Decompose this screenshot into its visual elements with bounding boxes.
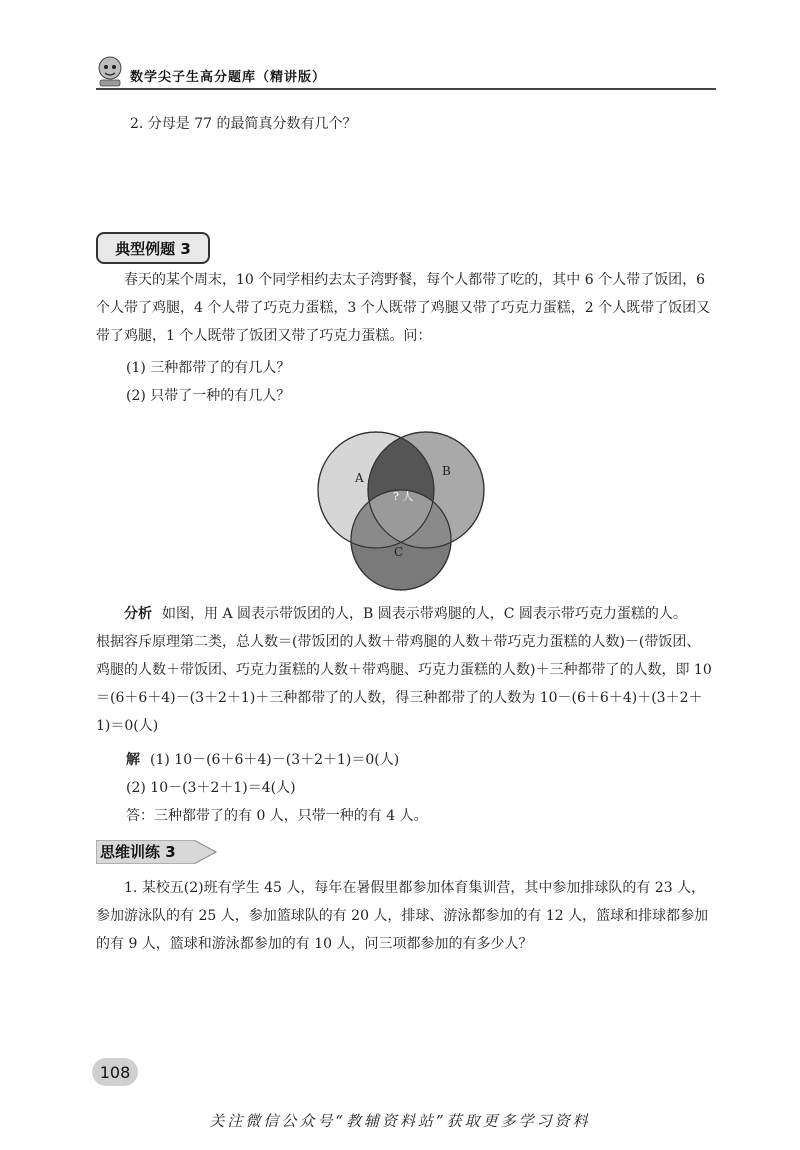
training-heading: 思维训练 3 xyxy=(100,843,176,861)
label-a: A xyxy=(355,471,364,485)
solution-line-2: (2) 10－(3＋2＋1)＝4(人) xyxy=(126,780,296,796)
mascot-icon xyxy=(92,52,128,88)
section-heading: 典型例题 3 xyxy=(96,232,210,264)
analysis-block xyxy=(96,600,712,740)
analysis-line-1: 如图，用 A 圆表示带饭团的人，B 圆表示带鸡腿的人，C 圆表示带巧克力蛋糕的人。 xyxy=(162,606,687,622)
header-title: 数学尖子生高分题库（精讲版） xyxy=(130,70,327,85)
exercise-1-text: 1. 某校五(2)班有学生 45 人，每年在暑假里都参加体育集训营，其中参加排球队的有 23 人，参加游泳队的有 25 人，参加篮球队的有 20 人，排球、游泳都参加的有 12 人，篮球和排球都参加的有 9 人，篮球和游泳都参加的有 10 人，问三项都参加的有多少人？ xyxy=(96,880,709,952)
exercise-1 xyxy=(96,874,712,958)
solution-line-1-row xyxy=(126,746,399,774)
solution-line-1: (1) 10－(6＋6＋4)－(3＋2＋1)＝0(人) xyxy=(150,752,400,768)
question-2: 2. 分母是 77 的最简真分数有几个？ xyxy=(130,116,357,132)
center-label: ? 人 xyxy=(393,490,414,503)
header-divider xyxy=(96,88,716,90)
label-b: B xyxy=(442,464,451,478)
sub-question-2: (2) 只带了一种的有几人？ xyxy=(126,388,291,404)
sub-question-1: (1) 三种都带了的有几人？ xyxy=(126,360,291,376)
problem-text xyxy=(96,266,712,350)
venn-diagram xyxy=(310,420,490,595)
footer-note: 关注微信公众号“教辅资料站”获取更多学习资料 xyxy=(209,1112,591,1130)
analysis-label: 分析 xyxy=(124,606,152,622)
page-number: 108 xyxy=(92,1058,138,1086)
answer-line: 答：三种都带了的有 0 人，只带一种的有 4 人。 xyxy=(126,808,428,824)
label-c: C xyxy=(394,545,404,559)
problem-paragraph: 春天的某个周末，10 个同学相约去太子湾野餐，每个人都带了吃的，其中 6 个人带了饭团，6 个人带了鸡腿，4 个人带了巧克力蛋糕，3 个人既带了鸡腿又带了巧克力蛋糕，2 个人既带了饭团又带了鸡腿，1 个人既带了饭团又带了巧克力蛋糕。问： xyxy=(96,272,711,344)
solution-label: 解 xyxy=(126,752,140,768)
analysis-line-2: 根据容斥原理第二类，总人数＝(带饭团的人数＋带鸡腿的人数＋带巧克力蛋糕的人数)－(带饭团、鸡腿的人数＋带饭团、巧克力蛋糕的人数＋带鸡腿、巧克力蛋糕的人数)＋三种都带了的人数，即 10＝(6＋6＋4)－(3＋2＋1)＋三种都带了的人数，得三种都带了的人数为 10－(6＋6＋4)＋(3＋2＋1)＝0(人) xyxy=(96,634,712,734)
